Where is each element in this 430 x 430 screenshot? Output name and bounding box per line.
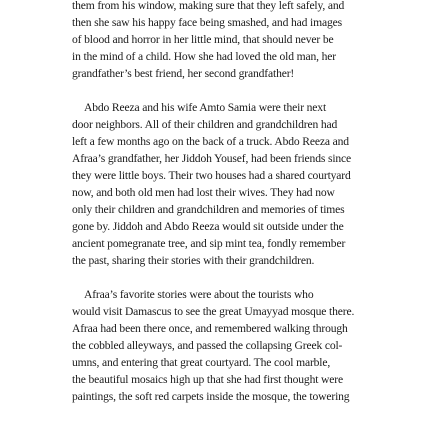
text-line: the past, sharing their stories with their grandchildren.: [72, 254, 315, 267]
text-line: then she saw his happy face being smashed, and had images: [72, 16, 342, 29]
text-line: now, and both old men had lost their wives. They had now: [72, 186, 335, 199]
text-line: Afraa’s grandfather, her Jiddoh Yousef, had been friends since: [72, 152, 352, 165]
text-line: the cobbled alleyways, and passed the collapsing Greek col-: [72, 339, 343, 352]
text-line: they were little boys. Their two houses had a shared courtyard: [72, 169, 351, 182]
text-line: the beautiful mosaics high up that she had first thought were: [72, 373, 343, 386]
text-line: umns, and entering that great courtyard. The cool marble,: [72, 356, 331, 369]
text-line: door neighbors. All of their children and grandchildren had: [72, 118, 338, 131]
text-line: paintings, the soft red carpets inside the mosque, the towering: [72, 390, 350, 403]
text-line: gone by. Jiddoh and Abdo Reeza would sit outside under the: [72, 220, 344, 233]
text-line: only their children and grandchildren and memories of times: [72, 203, 345, 216]
text-line: Abdo Reeza and his wife Amto Samia were their next: [84, 101, 327, 114]
text-line: grandfather’s best friend, her second grandfather!: [72, 67, 295, 80]
text-line: in the mind of a child. How she had loved the old man, her: [72, 50, 337, 63]
text-line: of blood and horror in her little mind, that should never be: [72, 33, 334, 46]
text-line: Afraa’s favorite stories were about the tourists who: [84, 288, 314, 301]
text-line: them from his window, making sure that they left safely, and: [72, 0, 345, 12]
text-line: would visit Damascus to see the great Umayyad mosque there.: [72, 305, 355, 318]
text-line: ancient pomegranate tree, and sip mint tea, fondly remember: [72, 237, 346, 250]
text-line: Afraa had been there once, and remembered walking through: [72, 322, 348, 335]
text-line: left a few months ago on the back of a truck. Abdo Reeza and: [72, 135, 349, 148]
